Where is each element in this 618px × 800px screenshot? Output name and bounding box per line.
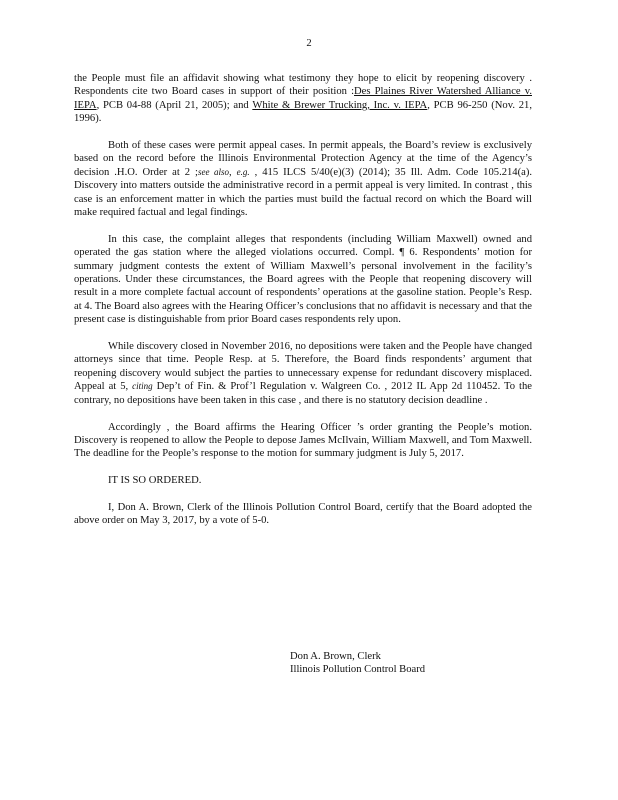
page-number: 2 xyxy=(306,38,312,49)
paragraph-4: While discovery closed in November 2016, no depositions were taken and the People have changed attorneys since that time. People Resp. at 5. Therefore, the Board finds respondents’ argument that reopening discovery would subject the parties to unnecessary expense for redundant discovery misplaced. Appeal at 5, citing Dep’t of Fin. & Prof’l Regulation v. Walgreen Co. , 2012 IL App 2d 110452. To the contrary, no depositions have been taken in this case , and there is no statutory decision deadline . xyxy=(74,341,532,406)
paragraph-1: the People must file an affidavit showing what testimony they hope to elicit by reopening discovery . Respondents cite two Board cases in support of their position :Des Plaines River Watershed Alliance v. IEPA, PCB 04-88 (April 21, 2005); and White & Brewer Trucking, Inc. v. IEPA, PCB 96-250 (Nov. 21, 1996). xyxy=(74,73,532,125)
paragraph-5: Accordingly , the Board affirms the Hearing Officer ’s order granting the People’s motion. Discovery is reopened to allow the People to depose James McIlvain, William Maxwell, and Tom Maxwell. The deadline for the People’s response to the motion for summary judgment is July 5, 2017. xyxy=(74,421,532,460)
clerk-certification: I, Don A. Brown, Clerk of the Illinois Pollution Control Board, certify that the Board adopted the above order on May 3, 2017, by a vote of 5-0. xyxy=(74,501,532,527)
document-body xyxy=(74,72,532,528)
order-statement: IT IS SO ORDERED. xyxy=(108,475,202,487)
paragraph-3: In this case, the complaint alleges that respondents (including William Maxwell) owned and operated the gas station where the alleged violations occurred. Compl. ¶ 6. Respondents’ motion for summary judgment contests the extent of William Maxwell’s personal involvement in the facility’s operations. Under these circumstances, the Board agrees with the People that reopening discovery will result in a more complete factual account of respondents’ operations at the gasoline station. People’s Resp. at 4. The Board also agrees with the Hearing Officer’s conclusions that no affidavit is necessary and that the present case is distinguishable from prior Board cases respondents rely upon. xyxy=(74,233,532,326)
case-citation-1: Des Plaines River Watershed Alliance v. IEPA xyxy=(74,86,532,111)
paragraph-2: Both of these cases were permit appeal cases. In permit appeals, the Board’s review is exclusively based on the record before the Illinois Environmental Protection Agency at the time of the Agency’s decision .H.O. Order at 2 ;see also, e.g. , 415 ILCS 5/40(e)(3) (2014); 35 Ill. Adm. Code 105.214(a). Discovery into matters outside the administrative record in a permit appeal is very limited. In contrast , this case is an enforcement matter in which the parties must build the factual record on which the Board will make required factual and legal findings. xyxy=(74,140,533,219)
signature-block xyxy=(290,650,425,677)
signature-organization: Illinois Pollution Control Board xyxy=(290,664,426,676)
case-citation-2: White & Brewer Trucking, Inc. v. IEPA xyxy=(252,99,428,111)
signature-name: Don A. Brown, Clerk xyxy=(290,651,381,662)
